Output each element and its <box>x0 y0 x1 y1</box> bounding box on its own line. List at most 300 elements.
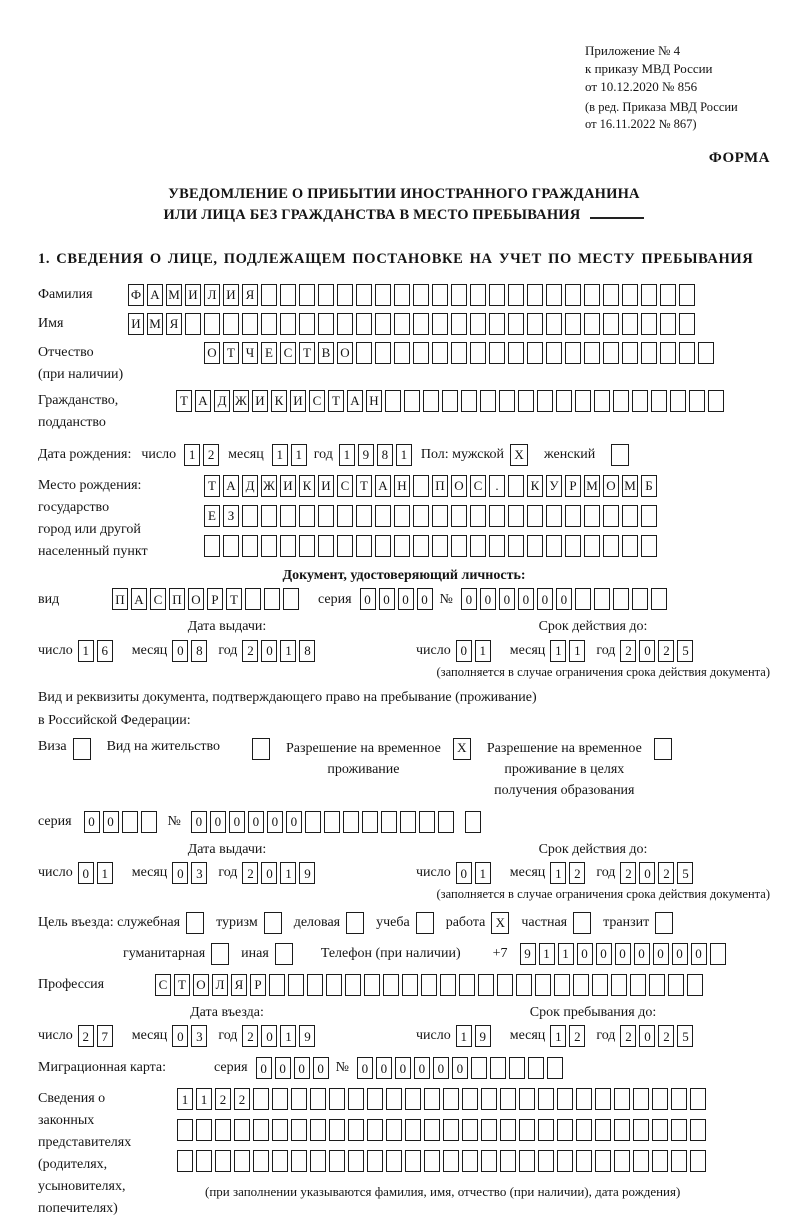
char-cell[interactable] <box>527 535 543 557</box>
char-cell[interactable] <box>324 811 340 833</box>
char-cell[interactable]: 0 <box>639 1025 655 1047</box>
char-cell[interactable] <box>641 342 657 364</box>
char-cell[interactable]: О <box>451 475 467 497</box>
char-cell[interactable]: 0 <box>577 943 593 965</box>
char-cell[interactable] <box>305 811 321 833</box>
char-cell[interactable] <box>261 284 277 306</box>
char-cell[interactable]: 2 <box>658 1025 674 1047</box>
char-cell[interactable] <box>367 1088 383 1110</box>
char-cell[interactable] <box>424 1119 440 1141</box>
char-cell[interactable]: Т <box>174 974 190 996</box>
char-cell[interactable] <box>424 1088 440 1110</box>
char-cell[interactable]: 1 <box>272 444 288 466</box>
char-cell[interactable] <box>356 505 372 527</box>
char-cell[interactable]: 8 <box>191 640 207 662</box>
char-cell[interactable] <box>459 974 475 996</box>
char-cell[interactable] <box>318 505 334 527</box>
sex-female-checkbox[interactable] <box>611 444 629 466</box>
char-cell[interactable]: 0 <box>172 862 188 884</box>
char-cell[interactable]: 1 <box>184 444 200 466</box>
char-cell[interactable]: 5 <box>677 862 693 884</box>
char-cell[interactable] <box>329 1088 345 1110</box>
char-cell[interactable] <box>269 974 285 996</box>
char-cell[interactable] <box>660 313 676 335</box>
char-cell[interactable] <box>565 535 581 557</box>
char-cell[interactable]: 0 <box>294 1057 310 1079</box>
char-cell[interactable] <box>499 390 515 412</box>
char-cell[interactable] <box>557 1150 573 1172</box>
char-cell[interactable]: 9 <box>475 1025 491 1047</box>
char-cell[interactable]: С <box>309 390 325 412</box>
char-cell[interactable]: А <box>375 475 391 497</box>
char-cell[interactable] <box>288 974 304 996</box>
char-cell[interactable] <box>528 1057 544 1079</box>
char-cell[interactable]: Е <box>204 505 220 527</box>
char-cell[interactable] <box>299 535 315 557</box>
char-cell[interactable] <box>614 1119 630 1141</box>
char-cell[interactable] <box>508 475 524 497</box>
char-cell[interactable] <box>367 1150 383 1172</box>
char-cell[interactable] <box>557 1119 573 1141</box>
char-cell[interactable]: 2 <box>620 1025 636 1047</box>
char-cell[interactable]: О <box>603 475 619 497</box>
char-cell[interactable] <box>595 1119 611 1141</box>
char-cell[interactable]: А <box>131 588 147 610</box>
char-cell[interactable]: 0 <box>639 640 655 662</box>
char-cell[interactable]: 0 <box>172 1025 188 1047</box>
char-cell[interactable] <box>442 390 458 412</box>
char-cell[interactable] <box>375 505 391 527</box>
visa-checkbox[interactable] <box>73 738 91 760</box>
char-cell[interactable] <box>383 974 399 996</box>
char-cell[interactable]: Е <box>261 342 277 364</box>
char-cell[interactable]: 9 <box>299 1025 315 1047</box>
char-cell[interactable]: 0 <box>639 862 655 884</box>
char-cell[interactable] <box>432 284 448 306</box>
char-cell[interactable] <box>538 1119 554 1141</box>
char-cell[interactable] <box>261 535 277 557</box>
purpose-tourism-checkbox[interactable] <box>264 912 282 934</box>
char-cell[interactable] <box>687 974 703 996</box>
char-cell[interactable] <box>556 390 572 412</box>
char-cell[interactable]: М <box>622 475 638 497</box>
char-cell[interactable]: 2 <box>620 862 636 884</box>
char-cell[interactable] <box>215 1119 231 1141</box>
char-cell[interactable] <box>280 505 296 527</box>
char-cell[interactable]: 1 <box>196 1088 212 1110</box>
temp-permit-checkbox[interactable]: X <box>453 738 471 760</box>
char-cell[interactable]: 0 <box>229 811 245 833</box>
char-cell[interactable]: М <box>147 313 163 335</box>
char-cell[interactable] <box>641 505 657 527</box>
char-cell[interactable]: 0 <box>456 862 472 884</box>
char-cell[interactable]: 0 <box>286 811 302 833</box>
char-cell[interactable]: И <box>223 284 239 306</box>
char-cell[interactable] <box>690 1119 706 1141</box>
char-cell[interactable] <box>375 284 391 306</box>
char-cell[interactable] <box>576 1150 592 1172</box>
char-cell[interactable] <box>318 535 334 557</box>
char-cell[interactable] <box>594 588 610 610</box>
char-cell[interactable] <box>419 811 435 833</box>
char-cell[interactable]: Т <box>226 588 242 610</box>
char-cell[interactable] <box>668 974 684 996</box>
char-cell[interactable] <box>481 1119 497 1141</box>
char-cell[interactable] <box>670 390 686 412</box>
char-cell[interactable]: С <box>337 475 353 497</box>
char-cell[interactable]: Н <box>394 475 410 497</box>
char-cell[interactable] <box>272 1119 288 1141</box>
char-cell[interactable] <box>500 1150 516 1172</box>
char-cell[interactable] <box>405 1088 421 1110</box>
char-cell[interactable] <box>264 588 280 610</box>
char-cell[interactable] <box>671 1088 687 1110</box>
char-cell[interactable] <box>508 284 524 306</box>
char-cell[interactable] <box>253 1150 269 1172</box>
purpose-official-checkbox[interactable] <box>186 912 204 934</box>
char-cell[interactable] <box>651 390 667 412</box>
char-cell[interactable] <box>375 313 391 335</box>
char-cell[interactable]: 0 <box>191 811 207 833</box>
purpose-business-checkbox[interactable] <box>346 912 364 934</box>
char-cell[interactable] <box>405 1150 421 1172</box>
char-cell[interactable]: 1 <box>550 862 566 884</box>
char-cell[interactable]: Я <box>242 284 258 306</box>
char-cell[interactable]: К <box>271 390 287 412</box>
char-cell[interactable] <box>421 974 437 996</box>
char-cell[interactable]: 0 <box>313 1057 329 1079</box>
char-cell[interactable] <box>223 535 239 557</box>
char-cell[interactable] <box>337 505 353 527</box>
purpose-transit-checkbox[interactable] <box>655 912 673 934</box>
char-cell[interactable]: 1 <box>550 640 566 662</box>
char-cell[interactable] <box>622 342 638 364</box>
char-cell[interactable] <box>584 505 600 527</box>
char-cell[interactable] <box>291 1119 307 1141</box>
char-cell[interactable]: 0 <box>456 640 472 662</box>
char-cell[interactable]: 0 <box>376 1057 392 1079</box>
char-cell[interactable]: 0 <box>379 588 395 610</box>
char-cell[interactable] <box>489 535 505 557</box>
char-cell[interactable]: 0 <box>480 588 496 610</box>
char-cell[interactable]: Д <box>242 475 258 497</box>
char-cell[interactable]: М <box>166 284 182 306</box>
char-cell[interactable] <box>557 1088 573 1110</box>
char-cell[interactable] <box>310 1150 326 1172</box>
char-cell[interactable]: 2 <box>620 640 636 662</box>
char-cell[interactable] <box>329 1150 345 1172</box>
char-cell[interactable]: 0 <box>414 1057 430 1079</box>
char-cell[interactable] <box>367 1119 383 1141</box>
char-cell[interactable] <box>614 1088 630 1110</box>
char-cell[interactable] <box>592 974 608 996</box>
char-cell[interactable] <box>489 313 505 335</box>
char-cell[interactable]: 1 <box>569 640 585 662</box>
char-cell[interactable] <box>595 1150 611 1172</box>
char-cell[interactable]: 2 <box>203 444 219 466</box>
char-cell[interactable] <box>603 505 619 527</box>
char-cell[interactable] <box>177 1150 193 1172</box>
char-cell[interactable]: 0 <box>78 862 94 884</box>
char-cell[interactable] <box>603 284 619 306</box>
char-cell[interactable] <box>613 390 629 412</box>
char-cell[interactable]: 1 <box>539 943 555 965</box>
char-cell[interactable] <box>423 390 439 412</box>
char-cell[interactable] <box>652 1119 668 1141</box>
char-cell[interactable] <box>660 284 676 306</box>
char-cell[interactable]: 2 <box>234 1088 250 1110</box>
char-cell[interactable] <box>660 342 676 364</box>
char-cell[interactable]: Ж <box>233 390 249 412</box>
char-cell[interactable]: С <box>470 475 486 497</box>
char-cell[interactable] <box>584 313 600 335</box>
char-cell[interactable] <box>362 811 378 833</box>
char-cell[interactable]: Р <box>565 475 581 497</box>
char-cell[interactable] <box>348 1150 364 1172</box>
char-cell[interactable] <box>310 1119 326 1141</box>
char-cell[interactable] <box>356 284 372 306</box>
char-cell[interactable]: 1 <box>291 444 307 466</box>
char-cell[interactable] <box>516 974 532 996</box>
char-cell[interactable] <box>584 342 600 364</box>
char-cell[interactable] <box>242 505 258 527</box>
char-cell[interactable]: 2 <box>215 1088 231 1110</box>
char-cell[interactable] <box>394 535 410 557</box>
char-cell[interactable] <box>196 1119 212 1141</box>
char-cell[interactable] <box>490 1057 506 1079</box>
char-cell[interactable] <box>622 505 638 527</box>
char-cell[interactable] <box>689 390 705 412</box>
char-cell[interactable] <box>122 811 138 833</box>
char-cell[interactable] <box>641 535 657 557</box>
char-cell[interactable] <box>481 1150 497 1172</box>
char-cell[interactable] <box>508 342 524 364</box>
char-cell[interactable] <box>565 505 581 527</box>
char-cell[interactable] <box>632 390 648 412</box>
char-cell[interactable]: В <box>318 342 334 364</box>
char-cell[interactable] <box>443 1119 459 1141</box>
char-cell[interactable]: 0 <box>261 1025 277 1047</box>
char-cell[interactable]: 1 <box>475 862 491 884</box>
char-cell[interactable]: 3 <box>191 862 207 884</box>
char-cell[interactable]: 0 <box>261 862 277 884</box>
char-cell[interactable] <box>451 535 467 557</box>
char-cell[interactable] <box>402 974 418 996</box>
char-cell[interactable]: 0 <box>518 588 534 610</box>
char-cell[interactable] <box>432 535 448 557</box>
char-cell[interactable]: Т <box>356 475 372 497</box>
char-cell[interactable]: 8 <box>377 444 393 466</box>
char-cell[interactable]: З <box>223 505 239 527</box>
char-cell[interactable]: 0 <box>691 943 707 965</box>
char-cell[interactable] <box>394 313 410 335</box>
char-cell[interactable] <box>565 313 581 335</box>
char-cell[interactable]: 0 <box>596 943 612 965</box>
char-cell[interactable]: Т <box>328 390 344 412</box>
char-cell[interactable]: А <box>347 390 363 412</box>
char-cell[interactable]: С <box>280 342 296 364</box>
char-cell[interactable] <box>343 811 359 833</box>
char-cell[interactable] <box>451 313 467 335</box>
char-cell[interactable]: 1 <box>78 640 94 662</box>
char-cell[interactable] <box>509 1057 525 1079</box>
char-cell[interactable]: 0 <box>103 811 119 833</box>
char-cell[interactable] <box>576 1119 592 1141</box>
char-cell[interactable] <box>470 284 486 306</box>
char-cell[interactable]: 1 <box>280 1025 296 1047</box>
char-cell[interactable] <box>375 342 391 364</box>
char-cell[interactable]: К <box>299 475 315 497</box>
char-cell[interactable] <box>261 505 277 527</box>
char-cell[interactable] <box>451 342 467 364</box>
char-cell[interactable] <box>633 1088 649 1110</box>
char-cell[interactable] <box>234 1150 250 1172</box>
char-cell[interactable] <box>538 1088 554 1110</box>
char-cell[interactable] <box>462 1088 478 1110</box>
char-cell[interactable] <box>651 588 667 610</box>
char-cell[interactable] <box>565 342 581 364</box>
char-cell[interactable]: 0 <box>417 588 433 610</box>
char-cell[interactable]: 0 <box>433 1057 449 1079</box>
char-cell[interactable] <box>546 505 562 527</box>
char-cell[interactable] <box>547 1057 563 1079</box>
char-cell[interactable] <box>326 974 342 996</box>
char-cell[interactable]: 1 <box>558 943 574 965</box>
char-cell[interactable]: 0 <box>267 811 283 833</box>
char-cell[interactable]: Я <box>166 313 182 335</box>
char-cell[interactable]: 0 <box>615 943 631 965</box>
char-cell[interactable]: 9 <box>299 862 315 884</box>
char-cell[interactable]: 6 <box>97 640 113 662</box>
char-cell[interactable] <box>690 1088 706 1110</box>
char-cell[interactable] <box>215 1150 231 1172</box>
char-cell[interactable]: 1 <box>177 1088 193 1110</box>
char-cell[interactable] <box>461 390 477 412</box>
char-cell[interactable]: . <box>489 475 505 497</box>
char-cell[interactable]: 9 <box>520 943 536 965</box>
char-cell[interactable] <box>356 342 372 364</box>
char-cell[interactable] <box>546 535 562 557</box>
char-cell[interactable] <box>253 1088 269 1110</box>
char-cell[interactable]: 1 <box>97 862 113 884</box>
char-cell[interactable]: 7 <box>97 1025 113 1047</box>
char-cell[interactable] <box>527 284 543 306</box>
char-cell[interactable]: И <box>252 390 268 412</box>
char-cell[interactable] <box>462 1150 478 1172</box>
char-cell[interactable]: П <box>112 588 128 610</box>
char-cell[interactable] <box>527 313 543 335</box>
char-cell[interactable] <box>508 505 524 527</box>
char-cell[interactable] <box>535 974 551 996</box>
char-cell[interactable]: 2 <box>78 1025 94 1047</box>
char-cell[interactable] <box>546 284 562 306</box>
char-cell[interactable] <box>443 1088 459 1110</box>
char-cell[interactable] <box>386 1150 402 1172</box>
char-cell[interactable] <box>584 284 600 306</box>
char-cell[interactable] <box>632 588 648 610</box>
char-cell[interactable]: У <box>546 475 562 497</box>
char-cell[interactable] <box>356 313 372 335</box>
char-cell[interactable]: 8 <box>299 640 315 662</box>
char-cell[interactable] <box>299 313 315 335</box>
char-cell[interactable] <box>500 1119 516 1141</box>
sex-male-checkbox[interactable]: X <box>510 444 528 466</box>
char-cell[interactable] <box>630 974 646 996</box>
char-cell[interactable] <box>594 390 610 412</box>
char-cell[interactable] <box>283 588 299 610</box>
char-cell[interactable] <box>413 284 429 306</box>
char-cell[interactable]: О <box>193 974 209 996</box>
residence-permit-checkbox[interactable] <box>252 738 270 760</box>
char-cell[interactable] <box>280 284 296 306</box>
purpose-study-checkbox[interactable] <box>416 912 434 934</box>
char-cell[interactable] <box>576 1088 592 1110</box>
char-cell[interactable]: Л <box>212 974 228 996</box>
char-cell[interactable] <box>451 284 467 306</box>
char-cell[interactable] <box>177 1119 193 1141</box>
char-cell[interactable]: Р <box>250 974 266 996</box>
char-cell[interactable]: 0 <box>653 943 669 965</box>
char-cell[interactable] <box>489 342 505 364</box>
char-cell[interactable] <box>538 1150 554 1172</box>
char-cell[interactable] <box>519 1088 535 1110</box>
char-cell[interactable]: 9 <box>358 444 374 466</box>
char-cell[interactable] <box>603 342 619 364</box>
char-cell[interactable] <box>272 1088 288 1110</box>
char-cell[interactable]: 2 <box>658 862 674 884</box>
char-cell[interactable]: С <box>155 974 171 996</box>
char-cell[interactable]: 0 <box>84 811 100 833</box>
char-cell[interactable]: 0 <box>398 588 414 610</box>
char-cell[interactable]: 1 <box>456 1025 472 1047</box>
char-cell[interactable]: 1 <box>280 640 296 662</box>
char-cell[interactable] <box>471 1057 487 1079</box>
char-cell[interactable]: А <box>223 475 239 497</box>
char-cell[interactable] <box>622 313 638 335</box>
char-cell[interactable] <box>242 313 258 335</box>
char-cell[interactable]: О <box>337 342 353 364</box>
char-cell[interactable]: С <box>150 588 166 610</box>
purpose-other-checkbox[interactable] <box>275 943 293 965</box>
char-cell[interactable] <box>291 1150 307 1172</box>
char-cell[interactable]: И <box>280 475 296 497</box>
char-cell[interactable] <box>565 284 581 306</box>
char-cell[interactable]: 1 <box>396 444 412 466</box>
char-cell[interactable]: 2 <box>569 862 585 884</box>
char-cell[interactable] <box>652 1150 668 1172</box>
char-cell[interactable]: 2 <box>242 862 258 884</box>
char-cell[interactable] <box>299 284 315 306</box>
char-cell[interactable]: 0 <box>672 943 688 965</box>
char-cell[interactable]: 1 <box>475 640 491 662</box>
char-cell[interactable] <box>291 1088 307 1110</box>
char-cell[interactable] <box>478 974 494 996</box>
char-cell[interactable] <box>546 342 562 364</box>
char-cell[interactable] <box>280 535 296 557</box>
char-cell[interactable]: 5 <box>677 640 693 662</box>
char-cell[interactable]: 1 <box>280 862 296 884</box>
char-cell[interactable] <box>318 284 334 306</box>
char-cell[interactable]: 0 <box>275 1057 291 1079</box>
char-cell[interactable]: Т <box>299 342 315 364</box>
char-cell[interactable] <box>465 811 481 833</box>
char-cell[interactable]: Л <box>204 284 220 306</box>
char-cell[interactable] <box>345 974 361 996</box>
char-cell[interactable]: И <box>318 475 334 497</box>
char-cell[interactable] <box>508 535 524 557</box>
char-cell[interactable] <box>405 1119 421 1141</box>
char-cell[interactable] <box>671 1119 687 1141</box>
